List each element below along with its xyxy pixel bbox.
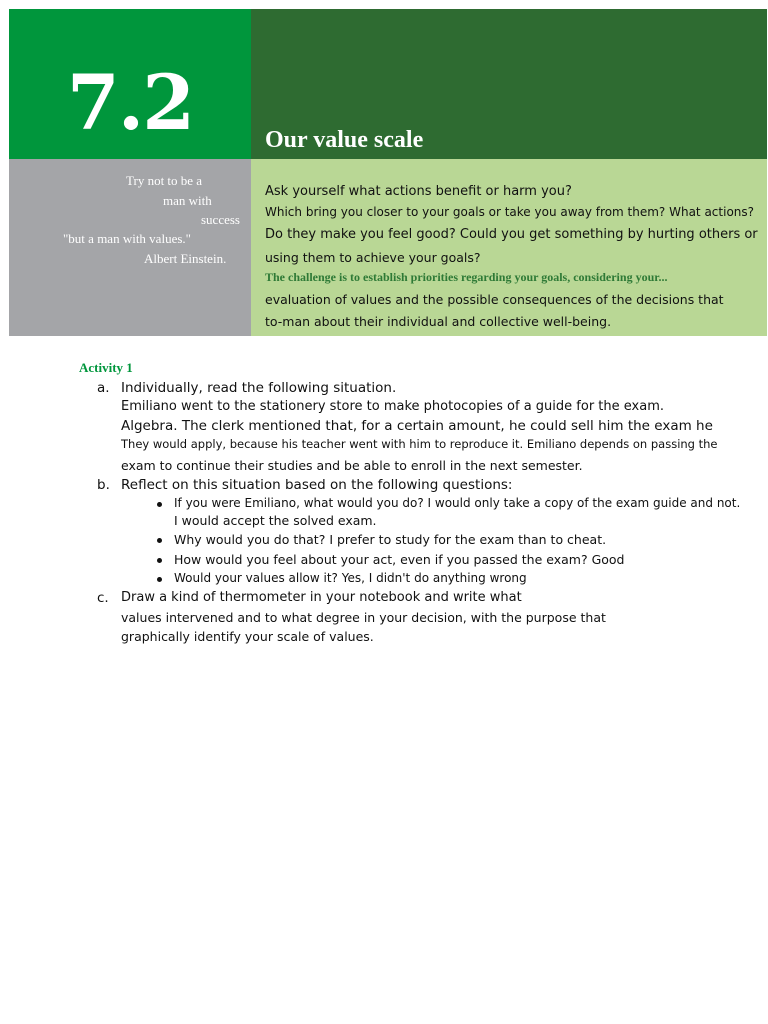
quote-line: success xyxy=(201,212,240,227)
item-line: They would apply, because his teacher went with him to reproduce it. Emiliano depends on passing the xyxy=(121,437,718,451)
item-line: Algebra. The clerk mentioned that, for a certain amount, he could sell him the exam he xyxy=(121,418,713,434)
item-line: exam to continue their studies and be able to enroll in the next semester. xyxy=(121,458,583,473)
item-marker: b. xyxy=(97,477,110,493)
quote-box xyxy=(9,159,251,336)
intro-line: to-man about their individual and collective well-being. xyxy=(265,314,612,329)
section-number-box xyxy=(9,9,251,159)
bullet-line: How would you feel about your act, even if you passed the exam? Good xyxy=(174,552,625,567)
quote-author: Albert Einstein. xyxy=(144,251,227,266)
bullet-line: I would accept the solved exam. xyxy=(174,513,377,528)
intro-line: using them to achieve your goals? xyxy=(265,250,481,265)
bullet-dot xyxy=(157,538,162,543)
item-line: values intervened and to what degree in your decision, with the purpose that xyxy=(121,610,606,625)
activity-title: Activity 1 xyxy=(79,360,133,375)
bullet-line: Why would you do that? I prefer to study for the exam than to cheat. xyxy=(174,532,607,547)
item-marker: a. xyxy=(97,380,110,396)
bullet-dot xyxy=(157,558,162,563)
intro-box xyxy=(251,159,767,336)
intro-line: Do they make you feel good? Could you get something by hurting others or xyxy=(265,227,758,242)
section-header xyxy=(9,9,767,336)
bullet-dot xyxy=(157,577,162,582)
quote-line: Try not to be a xyxy=(126,173,203,188)
intro-line: Which bring you closer to your goals or take you away from them? What actions? xyxy=(265,205,755,219)
bullet-line: Would your values allow it? Yes, I didn't do anything wrong xyxy=(174,571,527,585)
quote-line: "but a man with values." xyxy=(63,231,191,246)
quote-line: man with xyxy=(163,193,212,208)
item-line: graphically identify your scale of values. xyxy=(121,629,374,644)
section-title-box xyxy=(251,9,767,159)
item-line: Emiliano went to the stationery store to make photocopies of a guide for the exam. xyxy=(121,399,664,414)
item-line: Individually, read the following situation. xyxy=(121,380,397,396)
section-number: 7.2 xyxy=(66,58,194,147)
item-line: Reflect on this situation based on the following questions: xyxy=(121,477,513,493)
section-title: Our value scale xyxy=(265,127,424,153)
bullet-dot xyxy=(157,502,162,507)
item-line: Draw a kind of thermometer in your notebook and write what xyxy=(121,590,522,605)
intro-line: Ask yourself what actions benefit or harm you? xyxy=(265,184,572,199)
item-marker: c. xyxy=(97,590,109,606)
bullet-line: If you were Emiliano, what would you do? I would only take a copy of the exam guide and not. xyxy=(174,496,741,510)
intro-line: evaluation of values and the possible consequences of the decisions that xyxy=(265,292,724,307)
intro-emphasis: The challenge is to establish priorities regarding your goals, considering your... xyxy=(265,270,668,284)
